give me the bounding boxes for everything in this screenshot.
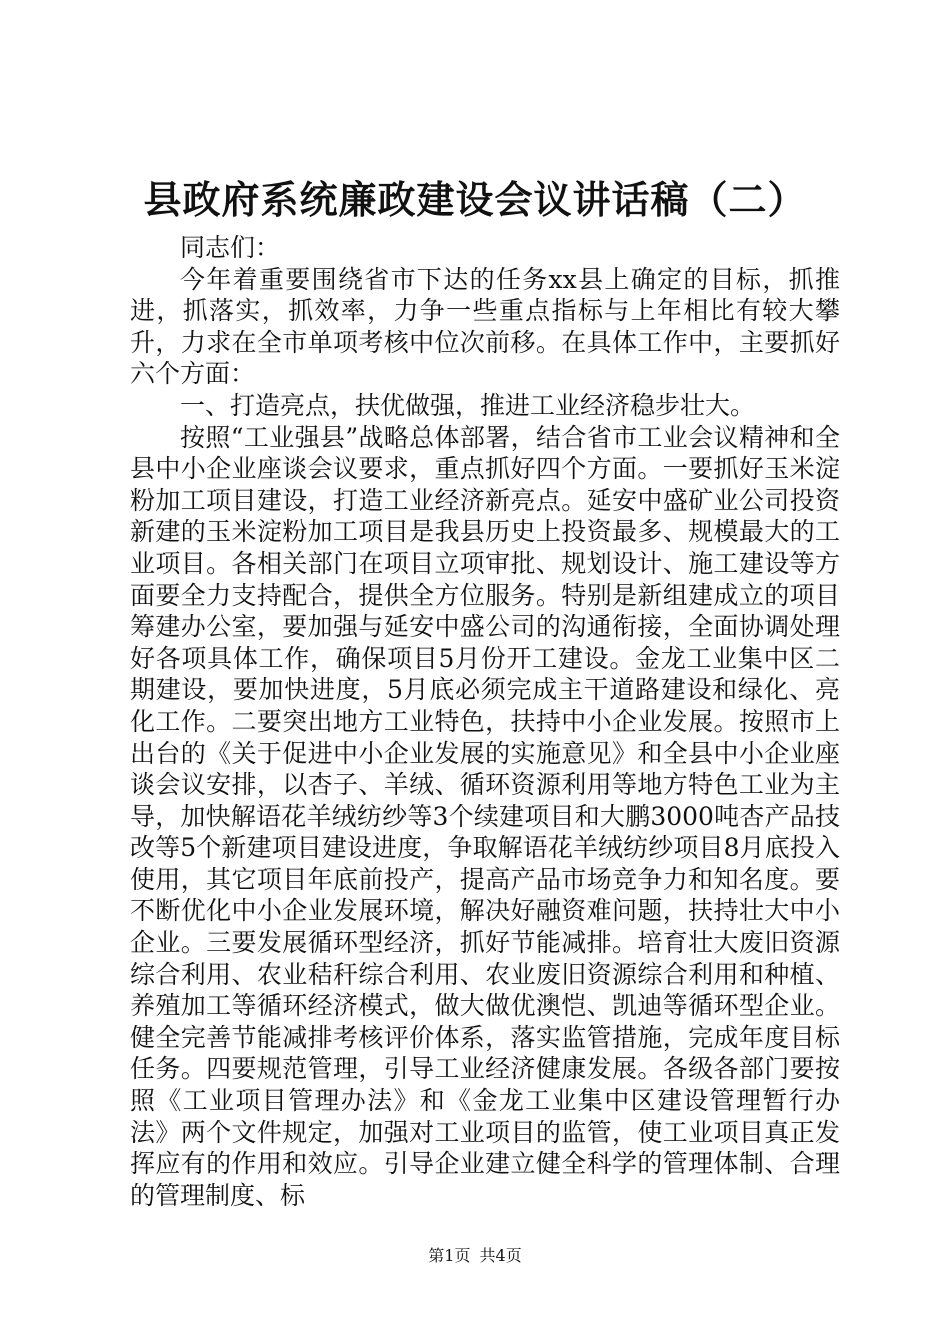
salutation-paragraph: 同志们： [180,233,281,262]
section-heading-paragraph: 一、打造亮点，扶优做强，推进工业经济稳步壮大。 [180,390,756,420]
page-footer [0,1246,950,1266]
document-body [130,232,840,1211]
intro-paragraph: 今年着重要围绕省市下达的任务xx县上确定的目标，抓推进，抓落实，抓效率，力争一些重点指标与上年相比有较大攀升，力求在全市单项考核中位次前移。在具体工作中，主要抓好六个方面： [130,264,840,389]
page-number-total: 共4页 [479,1246,522,1265]
body-paragraph: 按照“工业强县”战略总体部署，结合省市工业会议精神和全县中小企业座谈会议要求，重点抓好四个方面。一要抓好玉米淀粉加工项目建设，打造工业经济新亮点。延安中盛矿业公司投资新建的玉米淀粉加工项目是我县历史上投资最多、规模最大的工业项目。各相关部门在项目立项审批、规划设计、施工建设等方面要全力支持配合，提供全方位服务。特别是新组建成立的项目筹建办公室，要加强与延安中盛公司的沟通衔接，全面协调处理好各项具体工作，确保项目5月份开工建设。金龙工业集中区二期建设，要加快进度，5月底必须完成主干道路建设和绿化、亮化工作。二要突出地方工业特色，扶持中小企业发展。按照市上出台的《关于促进中小企业发展的实施意见》和全县中小企业座谈会议安排，以杏子、羊绒、循环资源利用等地方特色工业为主导，加快解语花羊绒纺纱等3个续建项目和大鹏3000吨杏产品技改等5个新建项目建设进度，争取解语花羊绒纺纱项目8月底投入使用，其它项目年底前投产，提高产品市场竞争力和知名度。要不断优化中小企业发展环境，解决好融资难问题，扶持壮大中小企业。三要发展循环型经济，抓好节能减排。培育壮大废旧资源综合利用、农业秸秆综合利用、农业废旧资源综合利用和种植、养殖加工等循环经济模式，做大做优澳恺、凯迪等循环型企业。健全完善节能减排考核评价体系，落实监管措施，完成年度目标任务。四要规范管理，引导工业经济健康发展。各级各部门要按照《工业项目管理办法》和《金龙工业集中区建设管理暂行办法》两个文件规定，加强对工业项目的监管，使工业项目真正发挥应有的作用和效应。引导企业建立健全科学的管理体制、合理的管理制度、标 [130,422,840,1210]
document-title: 县政府系统廉政建设会议讲话稿（二） [143,177,807,222]
page-number-current: 第1页 [428,1246,471,1265]
